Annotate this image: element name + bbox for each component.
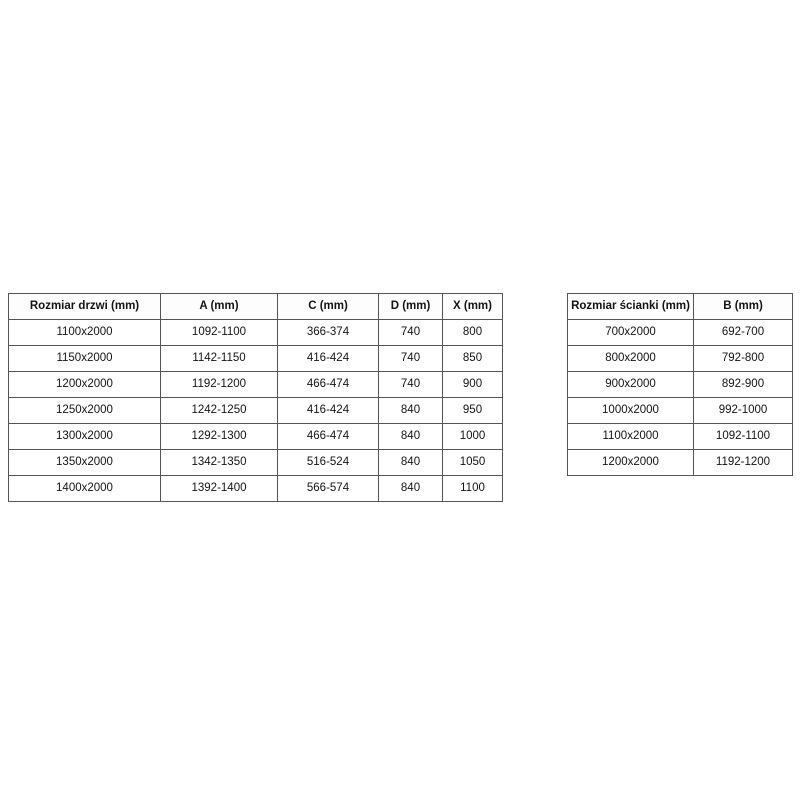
- table-row: [9, 372, 503, 398]
- table-row: [9, 450, 503, 476]
- table-cell: 740: [379, 320, 443, 346]
- table-cell: 1192-1200: [161, 372, 278, 398]
- table-row: [568, 424, 793, 450]
- table-row: [9, 476, 503, 502]
- header-row: [568, 294, 793, 320]
- table-cell: 840: [379, 424, 443, 450]
- table-cell: 800x2000: [568, 346, 694, 372]
- column-header: X (mm): [443, 294, 503, 320]
- table-cell: 1392-1400: [161, 476, 278, 502]
- table-cell: 1092-1100: [694, 424, 793, 450]
- table-cell: 900: [443, 372, 503, 398]
- table-cell: 692-700: [694, 320, 793, 346]
- table-cell: 1200x2000: [9, 372, 161, 398]
- column-header: A (mm): [161, 294, 278, 320]
- table-cell: 1292-1300: [161, 424, 278, 450]
- table-cell: 992-1000: [694, 398, 793, 424]
- table-cell: 1300x2000: [9, 424, 161, 450]
- table-cell: 850: [443, 346, 503, 372]
- table-cell: 792-800: [694, 346, 793, 372]
- table-cell: 466-474: [278, 424, 379, 450]
- table-cell: 800: [443, 320, 503, 346]
- table-row: [9, 320, 503, 346]
- table-cell: 1100x2000: [9, 320, 161, 346]
- column-header: Rozmiar ścianki (mm): [568, 294, 694, 320]
- wall-sizes-table: [567, 293, 793, 476]
- column-header: C (mm): [278, 294, 379, 320]
- table-cell: 366-374: [278, 320, 379, 346]
- table-row: [568, 346, 793, 372]
- table-cell: 840: [379, 398, 443, 424]
- table-cell: 416-424: [278, 398, 379, 424]
- table-cell: 1142-1150: [161, 346, 278, 372]
- table-cell: 1092-1100: [161, 320, 278, 346]
- table-cell: 740: [379, 372, 443, 398]
- table-cell: 1100: [443, 476, 503, 502]
- table-cell: 1242-1250: [161, 398, 278, 424]
- table-cell: 1342-1350: [161, 450, 278, 476]
- table-cell: 740: [379, 346, 443, 372]
- wall-table-body: [568, 320, 793, 476]
- column-header: Rozmiar drzwi (mm): [9, 294, 161, 320]
- table-cell: 466-474: [278, 372, 379, 398]
- table-row: [568, 320, 793, 346]
- table-cell: 700x2000: [568, 320, 694, 346]
- table-cell: 1000: [443, 424, 503, 450]
- door-table-body: [9, 320, 503, 502]
- table-cell: 1200x2000: [568, 450, 694, 476]
- table-cell: 900x2000: [568, 372, 694, 398]
- table-cell: 516-524: [278, 450, 379, 476]
- table-row: [568, 398, 793, 424]
- table-cell: 1400x2000: [9, 476, 161, 502]
- table-cell: 892-900: [694, 372, 793, 398]
- door-table-header: [9, 294, 503, 320]
- door-sizes-table: [8, 293, 503, 502]
- table-cell: 416-424: [278, 346, 379, 372]
- table-cell: 840: [379, 450, 443, 476]
- table-cell: 1250x2000: [9, 398, 161, 424]
- column-header: D (mm): [379, 294, 443, 320]
- table-cell: 1100x2000: [568, 424, 694, 450]
- table-cell: 1150x2000: [9, 346, 161, 372]
- table-cell: 1000x2000: [568, 398, 694, 424]
- header-row: [9, 294, 503, 320]
- wall-table-header: [568, 294, 793, 320]
- table-cell: 1050: [443, 450, 503, 476]
- table-cell: 950: [443, 398, 503, 424]
- table-row: [568, 372, 793, 398]
- table-cell: 566-574: [278, 476, 379, 502]
- table-row: [9, 424, 503, 450]
- table-cell: 1350x2000: [9, 450, 161, 476]
- table-row: [9, 346, 503, 372]
- table-cell: 840: [379, 476, 443, 502]
- table-row: [568, 450, 793, 476]
- table-row: [9, 398, 503, 424]
- column-header: B (mm): [694, 294, 793, 320]
- table-cell: 1192-1200: [694, 450, 793, 476]
